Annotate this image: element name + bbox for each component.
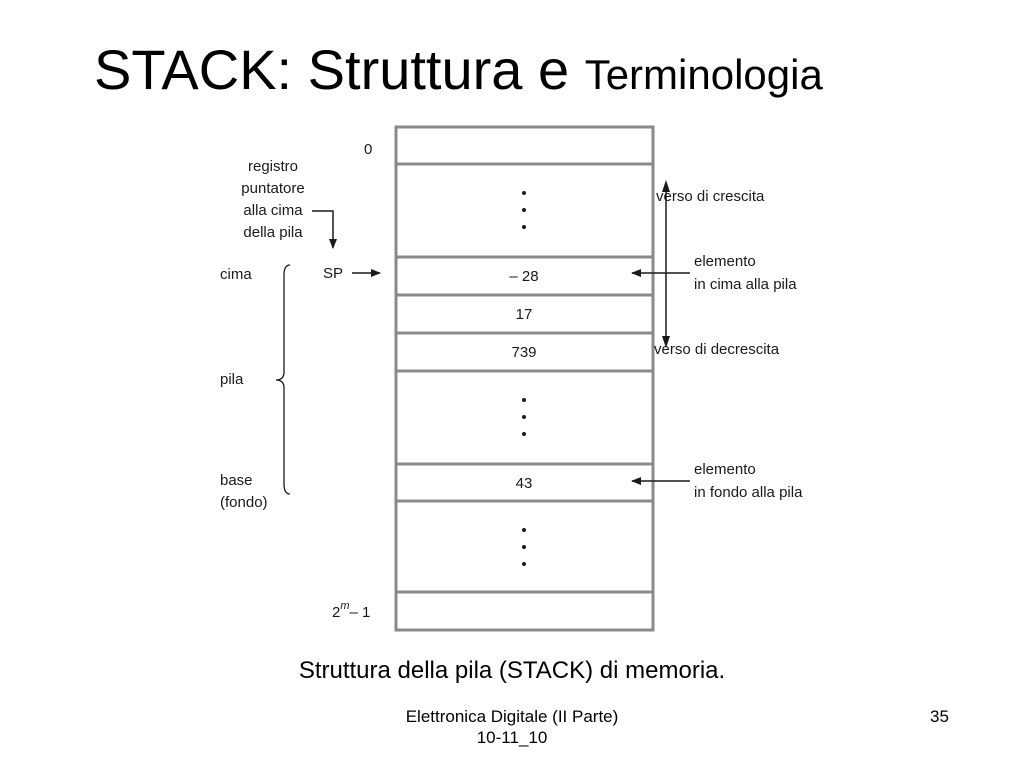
stack-brace <box>276 265 290 494</box>
page-number: 35 <box>930 707 949 726</box>
cell-value-base: 43 <box>515 475 533 492</box>
register-arrow <box>312 211 333 248</box>
label-cima: cima <box>220 266 252 283</box>
memory-column <box>396 127 653 630</box>
register-line-4: della pila <box>243 224 303 241</box>
register-line-2: puntatore <box>241 180 305 197</box>
title-main: STACK: Struttura e <box>94 38 585 101</box>
ellipsis-dots <box>522 191 526 566</box>
footer-course-code: 10-11_10 <box>476 728 548 747</box>
address-top: 0 <box>364 141 373 158</box>
title-small: Terminologia <box>584 51 823 98</box>
cell-value-third: 739 <box>511 344 537 361</box>
diagram-caption: Struttura della pila (STACK) di memoria. <box>298 657 726 684</box>
cell-address-0 <box>396 127 653 164</box>
label-pila: pila <box>220 371 244 388</box>
cell-value-top: – 28 <box>509 268 539 285</box>
label-fondo: (fondo) <box>220 494 268 511</box>
address-bottom: 2$^m$– 1 <box>332 600 371 621</box>
register-line-3: alla cima <box>243 202 303 219</box>
cell-address-last <box>396 592 653 630</box>
footer-course <box>362 706 662 748</box>
footer-course-title: Elettronica Digitale (II Parte) <box>405 707 619 726</box>
register-label <box>241 158 304 241</box>
label-base: base <box>220 472 253 489</box>
label-bottom-element-1: elemento <box>694 461 756 478</box>
sp-label: SP <box>323 265 344 282</box>
label-bottom-element-2: in fondo alla pila <box>694 484 803 501</box>
label-shrink: verso di decrescita <box>654 341 780 358</box>
label-top-element-2: in cima alla pila <box>694 276 797 293</box>
register-line-1: registro <box>247 158 299 175</box>
label-growth: verso di crescita <box>656 188 765 205</box>
cell-value-second: 17 <box>515 306 533 323</box>
label-top-element-1: elemento <box>694 253 756 270</box>
